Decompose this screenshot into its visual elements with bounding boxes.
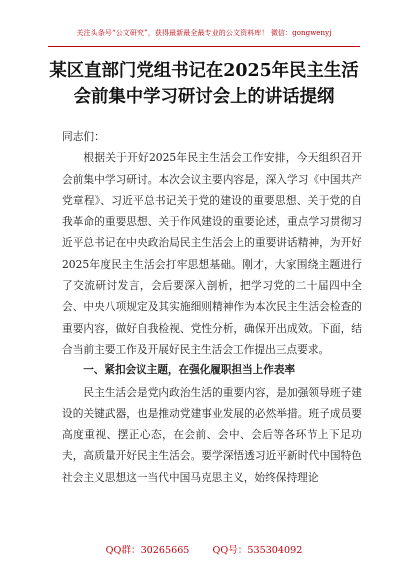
document-title bbox=[40, 58, 368, 110]
promo-header: 关注头条号“公文研究”，获得最新最全最专业的公文资料库！ 微信：gongwenyj bbox=[76, 29, 332, 37]
qq-number-text: QQ号：535304092 bbox=[212, 545, 303, 556]
contact-footer bbox=[0, 542, 408, 556]
qq-group-text: QQ群：30265665 bbox=[105, 545, 190, 556]
header-divider bbox=[48, 46, 360, 47]
salutation: 同志们： bbox=[62, 130, 105, 143]
paragraph-section-1: 民主生活会是党内政治生活的重要内容，是加强领导班子建设的关键武器，也是推动党建事业发展的必然举措。班子成员要高度重视、摆正心态，在会前、会中、会后等各环节上下足功夫，高质量开好民主生活会。要学深悟透习近平新时代中国特色社会主义思想这一当代中国马克思主义，始终保持理论 bbox=[62, 385, 362, 484]
document-body bbox=[62, 126, 362, 488]
section-heading-1: 一、紧扣会议主题，在强化履职担当上作表率 bbox=[83, 364, 296, 377]
paragraph-intro: 根据关于开好2025年民主生活会工作安排，今天组织召开会前集中学习研讨。本次会议主要内容是，深入学习《中国共产党章程》、习近平总书记关于党的建设的重要思想、关于党的自我革命的重要思想、关于作风建设的重要论述，重点学习贯彻习近平总书记在中央政治局民主生活会上的重要讲话精神，为开好2025年度民主生活会打牢思想基础。刚才，大家围绕主题进行了交流研讨发言，会后要深入剖析，把学习党的二十届四中全会、中央八项规定及其实施细则精神作为本次民主生活会检查的重要内容，做好自我检视、党性分析，确保开出成效。下面，结合当前主要工作及开展好民主生活会工作提出三点要求。 bbox=[62, 151, 362, 356]
title-line-1: 某区直部门党组书记在2025年民主生活 bbox=[49, 61, 359, 81]
title-line-2: 会前集中学习研讨会上的讲话提纲 bbox=[73, 87, 335, 107]
